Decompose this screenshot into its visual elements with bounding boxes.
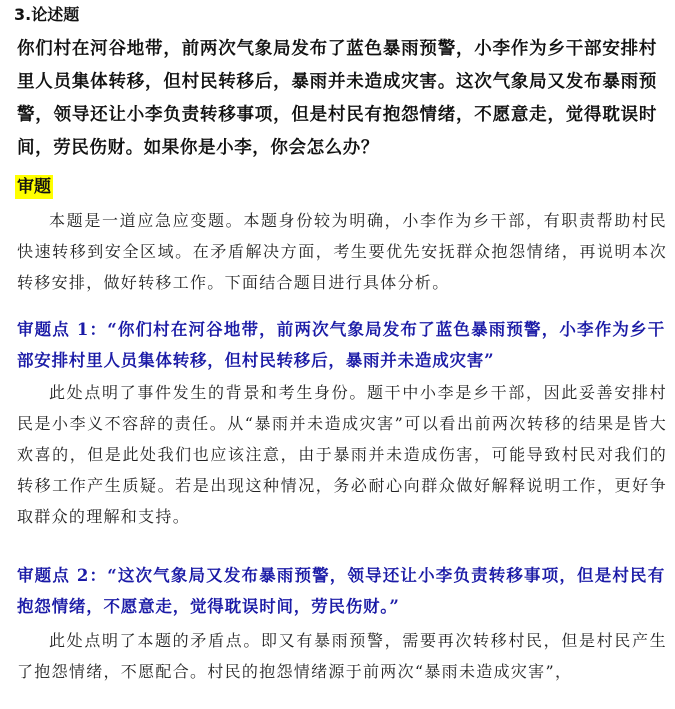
- highlight-label: 审题: [17, 177, 51, 197]
- question-text: 你们村在河谷地带，前两次气象局发布了蓝色暴雨预警，小李作为乡干部安排村里人员集体转移，但村民转移后，暴雨并未造成灾害。这次气象局又发布暴雨预警，领导还让小李负责转移事项，但是村民有抱怨情绪，不愿意走，觉得耽误时间，劳民伤财。如果你是小李，你会怎么办？: [17, 39, 657, 158]
- review-point-2-analysis: 此处点明了本题的矛盾点。即又有暴雨预警，需要再次转移村民，但是村民产生了抱怨情绪，不愿配合。村民的抱怨情绪源于前两次“暴雨未造成灾害”，: [17, 631, 667, 681]
- intro-paragraph: 本题是一道应急应变题。本题身份较为明确，小李作为乡干部，有职责帮助村民快速转移到安全区域。在矛盾解决方面，考生要优先安抚群众抱怨情绪，再说明本次转移安排，做好转移工作。下面结合题目进行具体分析。: [17, 211, 667, 292]
- review-point-1-analysis: 此处点明了事件发生的背景和考生身份。题干中小李是乡干部，因此妥善安排村民是小李义不容辞的责任。从“暴雨并未造成灾害”可以看出前两次转移的结果是皆大欢喜的，但是此处我们也应该注意，由于暴雨并未造成伤害，可能导致村民对我们的转移工作产生质疑。若是出现这种情况，务必耐心向群众做好解释说明工作，更好争取群众的理解和支持。: [17, 383, 667, 526]
- review-point-2-heading: 审题点 2：“这次气象局又发布暴雨预警，领导还让小李负责转移事项，但是村民有抱怨情绪，不愿意走，觉得耽误时间，劳民伤财。”: [17, 566, 665, 616]
- section-title: 3.论述题: [14, 5, 80, 24]
- review-point-1-heading: 审题点 1：“你们村在河谷地带，前两次气象局发布了蓝色暴雨预警，小李作为乡干部安排村里人员集体转移，但村民转移后，暴雨并未造成灾害”: [17, 320, 665, 370]
